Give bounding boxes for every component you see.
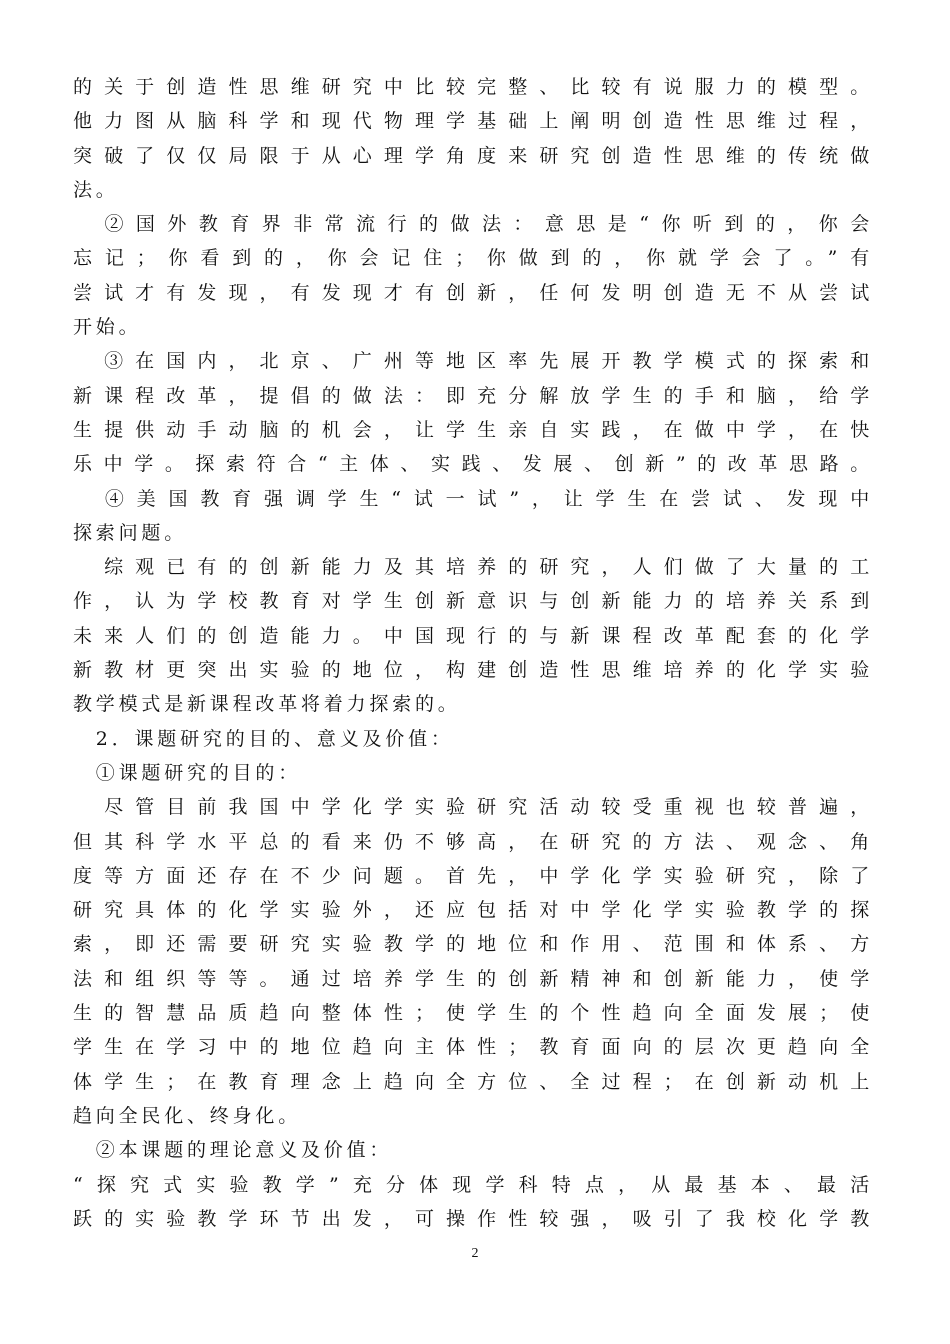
text-line: 新课程改革，提倡的做法：即充分解放学生的手和脑，给学 (73, 384, 873, 407)
text-line: 法和组织等等。通过培养学生的创新精神和创新能力，使学 (73, 967, 873, 990)
text-line: 乐中学。探索符合“主体、实践、发展、创新”的改革思路。 (73, 453, 873, 476)
text-line: 教学模式是新课程改革将着力探索的。 (73, 693, 461, 716)
text-line: ③在国内，北京、广州等地区率先展开教学模式的探索和 (73, 350, 873, 373)
text-line: 研究具体的化学实验外，还应包括对中学化学实验教学的探 (73, 899, 873, 922)
page-number: 2 (471, 1246, 479, 1261)
text-line: 但其科学水平总的看来仍不够高，在研究的方法、观念、角 (73, 830, 873, 853)
text-line: 跃的实验教学环节出发，可操作性较强，吸引了我校化学教 (73, 1207, 873, 1230)
text-line: 开始。 (73, 316, 142, 339)
text-line: ①课题研究的目的： (73, 761, 302, 784)
text-line: 尝试才有发现，有发现才有创新，任何发明创造无不从尝试 (73, 281, 873, 304)
text-line: 体学生；在教育理念上趋向全方位、全过程；在创新动机上 (73, 1070, 873, 1093)
text-line: ②本课题的理论意义及价值： (73, 1139, 393, 1162)
text-line: 未来人们的创造能力。中国现行的与新课程改革配套的化学 (73, 624, 873, 647)
text-line: 索，即还需要研究实验教学的地位和作用、范围和体系、方 (73, 933, 873, 956)
text-line: 2．课题研究的目的、意义及价值： (73, 727, 454, 750)
text-line: 综观已有的创新能力及其培养的研究，人们做了大量的工 (73, 556, 873, 579)
text-line: 生提供动手动脑的机会，让学生亲自实践，在做中学，在快 (73, 418, 873, 441)
text-line: 他力图从脑科学和现代物理学基础上阐明创造性思维过程， (73, 110, 873, 133)
text-line: 突破了仅仅局限于从心理学角度来研究创造性思维的传统做 (73, 144, 873, 167)
body-text (73, 70, 873, 1236)
text-line: 新教材更突出实验的地位，构建创造性思维培养的化学实验 (73, 659, 873, 682)
text-line: 尽管目前我国中学化学实验研究活动较受重视也较普遍， (73, 796, 873, 819)
text-line: 法。 (73, 178, 119, 201)
text-line: 度等方面还存在不少问题。首先，中学化学实验研究，除了 (73, 864, 873, 887)
text-line: 学生在学习中的地位趋向主体性；教育面向的层次更趋向全 (73, 1036, 873, 1059)
text-line: 探索问题。 (73, 521, 188, 544)
text-line: 的关于创造性思维研究中比较完整、比较有说服力的模型。 (73, 76, 873, 98)
text-line: ④美国教育强调学生“试一试”，让学生在尝试、发现中 (73, 487, 873, 510)
text-line: “探究式实验教学”充分体现学科特点，从最基本、最活 (73, 1173, 873, 1196)
text-line: 生的智慧品质趋向整体性；使学生的个性趋向全面发展；使 (73, 1002, 873, 1025)
text-line: 作，认为学校教育对学生创新意识与创新能力的培养关系到 (73, 590, 873, 613)
text-line: ②国外教育界非常流行的做法：意思是“你听到的，你会 (73, 213, 873, 236)
text-line: 趋向全民化、终身化。 (73, 1104, 302, 1127)
text-line: 忘记；你看到的，你会记住；你做到的，你就学会了。”有 (73, 247, 873, 270)
